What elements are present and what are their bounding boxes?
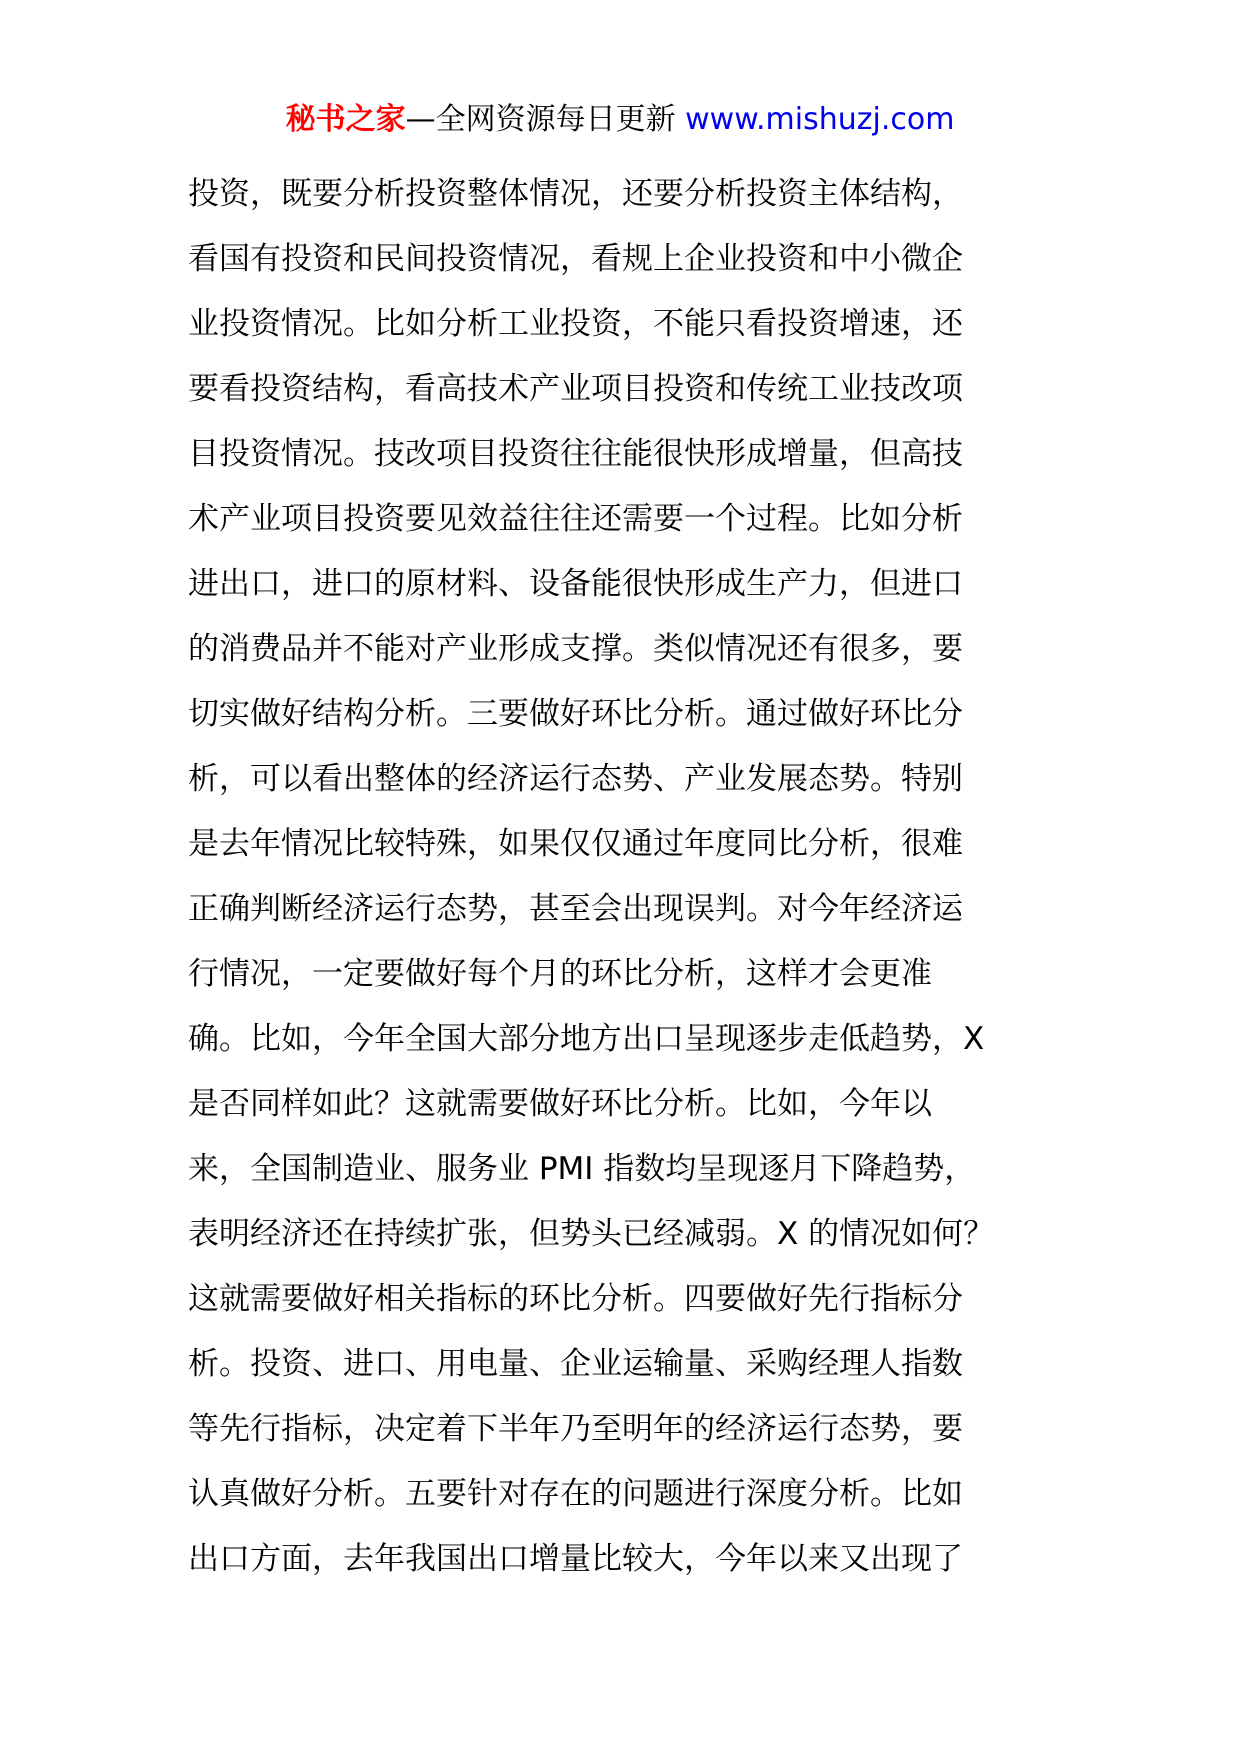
document-body: [188, 162, 1058, 1592]
site-tagline: —全网资源每日更新: [405, 102, 686, 137]
page-header: [0, 100, 1240, 140]
body-text-line: 的消费品并不能对产业形成支撑。类似情况还有很多，要: [188, 631, 963, 667]
body-text-line: 术产业项目投资要见效益往往还需要一个过程。比如分析: [188, 501, 963, 537]
body-text-line: 看国有投资和民间投资情况，看规上企业投资和中小微企: [188, 241, 963, 277]
site-brand: 秘书之家: [285, 102, 406, 137]
site-url-link[interactable]: www.mishuzj.com: [685, 102, 955, 137]
body-text-line: 析，可以看出整体的经济运行态势、产业发展态势。特别: [188, 761, 963, 797]
body-text-line: 投资，既要分析投资整体情况，还要分析投资主体结构，: [188, 176, 963, 212]
body-text-line: 来，全国制造业、服务业 PMI 指数均呈现逐月下降趋势，: [188, 1151, 976, 1187]
body-text-line: 这就需要做好相关指标的环比分析。四要做好先行指标分: [188, 1281, 963, 1317]
body-text-line: 析。投资、进口、用电量、企业运输量、采购经理人指数: [188, 1346, 963, 1382]
body-text-line: 认真做好分析。五要针对存在的问题进行深度分析。比如: [188, 1476, 963, 1512]
body-text-line: 是否同样如此？这就需要做好环比分析。比如，今年以: [188, 1086, 932, 1122]
body-text-line: 要看投资结构，看高技术产业项目投资和传统工业技改项: [188, 371, 963, 407]
body-text-line: 目投资情况。技改项目投资往往能很快形成增量，但高技: [188, 436, 963, 472]
body-text-line: 切实做好结构分析。三要做好环比分析。通过做好环比分: [188, 696, 963, 732]
body-text-line: 出口方面，去年我国出口增量比较大，今年以来又出现了: [188, 1541, 963, 1577]
body-text-line: 等先行指标，决定着下半年乃至明年的经济运行态势，要: [188, 1411, 963, 1447]
body-text-line: 是去年情况比较特殊，如果仅仅通过年度同比分析，很难: [188, 826, 963, 862]
body-text-line: 正确判断经济运行态势，甚至会出现误判。对今年经济运: [188, 891, 963, 927]
body-text-line: 行情况，一定要做好每个月的环比分析，这样才会更准: [188, 956, 932, 992]
body-text-line: 表明经济还在持续扩张，但势头已经减弱。X 的情况如何？: [188, 1216, 995, 1252]
body-text-line: 进出口，进口的原材料、设备能很快形成生产力，但进口: [188, 566, 963, 602]
body-text-line: 业投资情况。比如分析工业投资，不能只看投资增速，还: [188, 306, 963, 342]
body-text-line: 确。比如，今年全国大部分地方出口呈现逐步走低趋势，X: [188, 1021, 985, 1057]
